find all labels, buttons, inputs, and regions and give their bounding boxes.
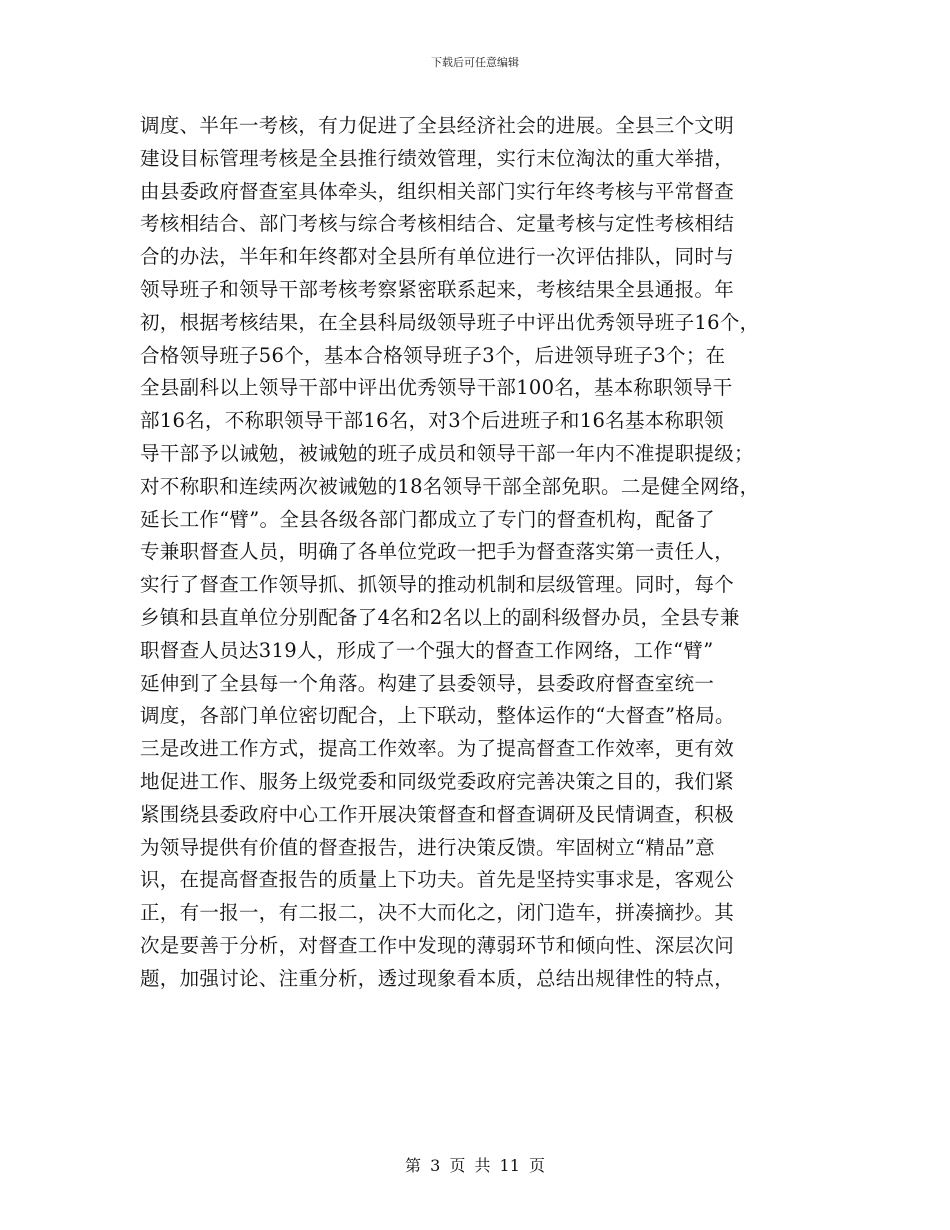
text-line: 为领导提供有价值的督查报告，进行决策反馈。牢固树立“精品”意 <box>140 835 715 859</box>
text-line: 导干部予以诫勉，被诫勉的班子成员和领导干部一年内不准提职提级； <box>140 441 754 465</box>
page-number-footer: 第 3 页 共 11 页 <box>405 1156 545 1175</box>
text-line: 部16名，不称职领导干部16名，对3个后进班子和16名基本称职领 <box>140 409 724 433</box>
text-line: 合格领导班子56个，基本合格领导班子3个，后进领导班子3个；在 <box>140 343 726 367</box>
text-line: 三是改进工作方式，提高工作效率。为了提高督查工作效率，更有效 <box>140 737 735 761</box>
text-line: 次是要善于分析，对督查工作中发现的薄弱环节和倾向性、深层次问 <box>140 933 735 957</box>
text-line: 专兼职督查人员，明确了各单位党政一把手为督查落实第一责任人， <box>140 540 735 564</box>
text-line: 由县委政府督查室具体牵头，组织相关部门实行年终考核与平常督查 <box>140 179 735 203</box>
page-header: 下载后可任意编辑 <box>431 56 519 69</box>
text-line: 延长工作“臂”。全县各级各部门都成立了专门的督查机构，配备了 <box>140 507 715 531</box>
document-body <box>140 110 820 996</box>
text-line: 全县副科以上领导干部中评出优秀领导干部100名，基本称职领导干 <box>140 376 733 400</box>
text-line: 乡镇和县直单位分别配备了4名和2名以上的副科级督办员，全县专兼 <box>140 605 740 629</box>
text-line: 地促进工作、服务上级党委和同级党委政府完善决策之目的，我们紧 <box>140 769 735 793</box>
text-line: 考核相结合、部门考核与综合考核相结合、定量考核与定性考核相结 <box>140 212 735 236</box>
text-line: 题，加强讨论、注重分析，透过现象看本质，总结出规律性的特点， <box>140 966 735 990</box>
text-line: 紧围绕县委政府中心工作开展决策督查和督查调研及民情调查，积极 <box>140 802 735 826</box>
text-line: 合的办法，半年和年终都对全县所有单位进行一次评估排队，同时与 <box>140 245 735 269</box>
text-line: 职督查人员达319人，形成了一个强大的督查工作网络，工作“臂” <box>140 638 714 662</box>
text-line: 调度，各部门单位密切配合，上下联动，整体运作的“大督查”格局。 <box>140 704 735 728</box>
text-line: 初，根据考核结果，在全县科局级领导班子中评出优秀领导班子16个， <box>140 310 760 334</box>
text-line: 对不称职和连续两次被诫勉的18名领导干部全部免职。二是健全网络， <box>140 474 760 498</box>
text-line: 建设目标管理考核是全县推行绩效管理，实行末位淘汰的重大举措， <box>140 146 735 170</box>
text-line: 领导班子和领导干部考核考察紧密联系起来，考核结果全县通报。年 <box>140 277 735 301</box>
text-line: 正，有一报一，有二报二，决不大而化之，闭门造车，拼凑摘抄。其 <box>140 901 735 925</box>
text-line: 实行了督查工作领导抓、抓领导的推动机制和层级管理。同时，每个 <box>140 573 735 597</box>
text-line: 延伸到了全县每一个角落。构建了县委领导，县委政府督查室统一 <box>140 671 715 695</box>
text-line: 识，在提高督查报告的质量上下功夫。首先是坚持实事求是，客观公 <box>140 868 735 892</box>
text-line: 调度、半年一考核，有力促进了全县经济社会的进展。全县三个文明 <box>140 114 735 137</box>
